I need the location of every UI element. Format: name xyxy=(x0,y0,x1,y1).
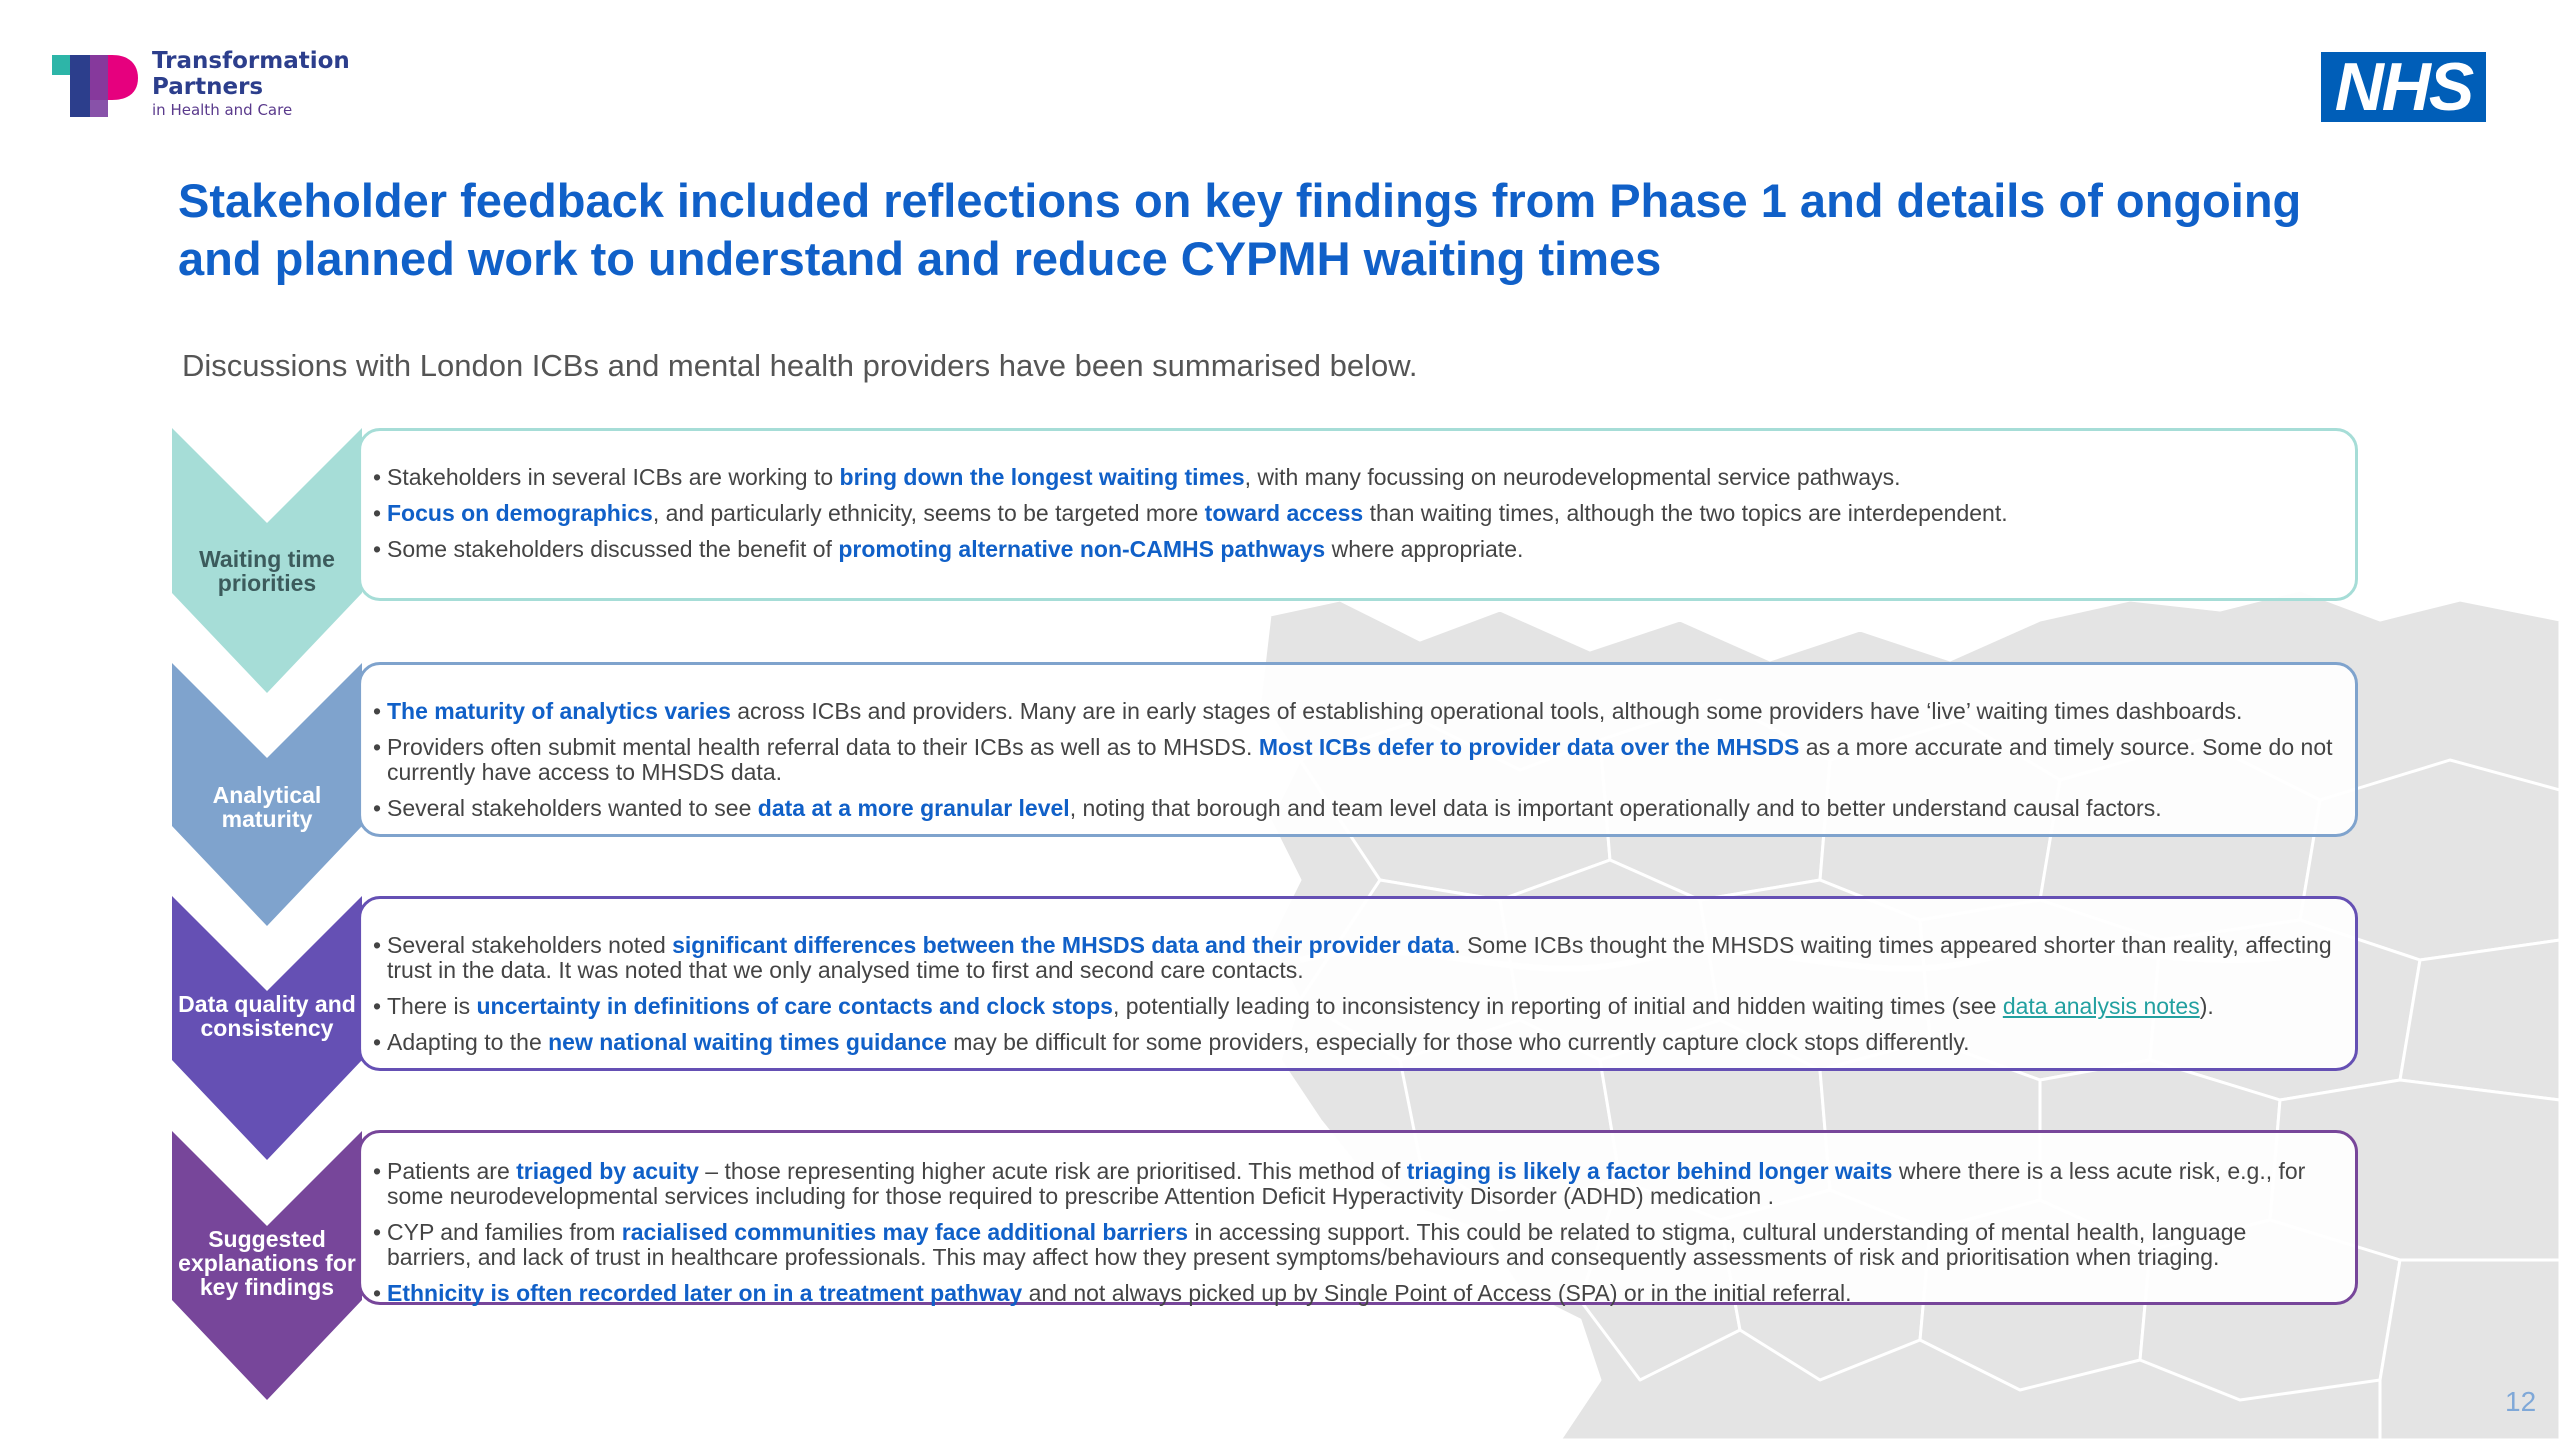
bullet-text: where appropriate. xyxy=(1325,536,1524,562)
data-analysis-notes-link[interactable]: data analysis notes xyxy=(2002,993,2200,1019)
bullet-text: , and particularly ethnicity, seems to be targeted more xyxy=(652,500,1205,526)
bullet-text: Adapting to the xyxy=(387,1029,549,1055)
section-label-data-quality: Data quality and consistency xyxy=(178,991,356,1041)
bullet-text: – those representing higher acute risk are prioritised. This method of xyxy=(698,1158,1407,1184)
bullet-list xyxy=(373,933,2337,1055)
highlighted-text: Focus on demographics xyxy=(387,500,653,526)
nhs-logo: NHS xyxy=(2321,52,2486,122)
highlighted-text: significant differences between the MHSDS data and their provider data xyxy=(672,932,1455,958)
bullet-text: , noting that borough and team level data is important operationally and to better understand causal factors. xyxy=(1069,795,2162,821)
bullet-text: than waiting times, although the two topics are interdependent. xyxy=(1363,500,2008,526)
bullet-text: Stakeholders in several ICBs are working to xyxy=(387,464,840,490)
bullet-list xyxy=(373,699,2337,821)
bullet-item xyxy=(373,796,2337,821)
highlighted-text: Most ICBs defer to provider data over the MHSDS xyxy=(1258,734,1800,760)
bullet-text: . Some ICBs thought the MHSDS waiting times appeared shorter than reality, affecting trust in the data. It was noted that we only analysed time to first and second care contacts. xyxy=(387,932,2332,983)
section-label-waiting-time: Waiting time priorities xyxy=(199,546,335,596)
section-box-analytical-maturity xyxy=(358,662,2358,837)
bullet-item xyxy=(373,994,2337,1019)
bullet-item xyxy=(373,537,2337,562)
bullet-text: and not always picked up by Single Point of Access (SPA) or in the initial referral. xyxy=(1022,1280,1852,1306)
highlighted-text: triaging is likely a factor behind longer waits xyxy=(1406,1158,1893,1184)
bullet-text: in accessing support. This could be related to stigma, cultural understanding of mental health, language barriers, and lack of trust in healthcare professionals. This may affect how they present symptoms/behaviours and consequently assessments of risk and prioritisation when triaging. xyxy=(387,1219,2247,1270)
highlighted-text: bring down the longest waiting times xyxy=(839,464,1245,490)
section-box-waiting-time xyxy=(358,428,2358,601)
bullet-text: may be difficult for some providers, especially for those who currently capture clock stops differently. xyxy=(946,1029,1970,1055)
bullet-text: where there is a less acute risk, e.g., for some neurodevelopmental services including for those required to prescribe Attention Deficit Hyperactivity Disorder (ADHD) medication . xyxy=(387,1158,2306,1209)
tp-logo-line3: in Health and Care xyxy=(152,101,293,119)
bullet-text: There is xyxy=(387,993,477,1019)
bullet-item xyxy=(373,1030,2337,1055)
bullet-item xyxy=(373,465,2337,490)
bullet-text: , potentially leading to inconsistency in reporting of initial and hidden waiting times (see xyxy=(1112,993,2003,1019)
tp-logo-line2: Partners xyxy=(152,74,264,100)
bullet-text: , with many focussing on neurodevelopmental service pathways. xyxy=(1244,464,1901,490)
highlighted-text: data at a more granular level xyxy=(757,795,1070,821)
highlighted-text: uncertainty in definitions of care contacts and clock stops xyxy=(476,993,1113,1019)
bullet-text: Some stakeholders discussed the benefit of xyxy=(387,536,839,562)
section-label-suggested-explanations: Suggested explanations for key findings xyxy=(178,1226,356,1300)
bullet-list xyxy=(373,1159,2337,1306)
highlighted-text: new national waiting times guidance xyxy=(548,1029,947,1055)
page-title: Stakeholder feedback included reflections on key findings from Phase 1 and details of ongoing and planned work to understand and reduce CYPMH waiting times xyxy=(178,174,2302,285)
bullet-item xyxy=(373,699,2337,724)
bullet-item xyxy=(373,735,2337,785)
section-box-data-quality xyxy=(358,896,2358,1071)
section-box-suggested-explanations xyxy=(358,1130,2358,1305)
bullet-text: Providers often submit mental health referral data to their ICBs as well as to MHSDS. xyxy=(387,734,1259,760)
bullet-text: CYP and families from xyxy=(387,1219,622,1245)
bullet-list xyxy=(373,465,2337,562)
bullet-item xyxy=(373,1159,2337,1209)
bullet-text: ). xyxy=(2199,993,2214,1019)
highlighted-text: promoting alternative non-CAMHS pathways xyxy=(838,536,1326,562)
bullet-item xyxy=(373,501,2337,526)
bullet-text: across ICBs and providers. Many are in early stages of establishing operational tools, although some providers have ‘live’ waiting times dashboards. xyxy=(730,698,2243,724)
page-number: 12 xyxy=(2505,1386,2537,1417)
bullet-item xyxy=(373,933,2337,983)
page-subtitle: Discussions with London ICBs and mental health providers have been summarised below. xyxy=(182,348,1418,383)
tp-logo-mark-icon xyxy=(52,50,142,120)
highlighted-text: racialised communities may face additional barriers xyxy=(621,1219,1189,1245)
bullet-item xyxy=(373,1220,2337,1270)
section-label-analytical-maturity: Analytical maturity xyxy=(212,782,322,832)
bullet-text: Several stakeholders noted xyxy=(387,932,673,958)
bullet-text: Patients are xyxy=(387,1158,517,1184)
highlighted-text: triaged by acuity xyxy=(516,1158,699,1184)
transformation-partners-logo xyxy=(52,50,352,125)
bullet-text: Several stakeholders wanted to see xyxy=(387,795,758,821)
highlighted-text: The maturity of analytics varies xyxy=(387,698,731,724)
bullet-text: as a more accurate and timely source. Some do not currently have access to MHSDS data. xyxy=(387,734,2333,785)
tp-logo-line1: Transformation xyxy=(152,48,350,74)
bullet-item xyxy=(373,1281,2337,1306)
highlighted-text: toward access xyxy=(1204,500,1364,526)
highlighted-text: Ethnicity is often recorded later on in a treatment pathway xyxy=(387,1280,1023,1306)
